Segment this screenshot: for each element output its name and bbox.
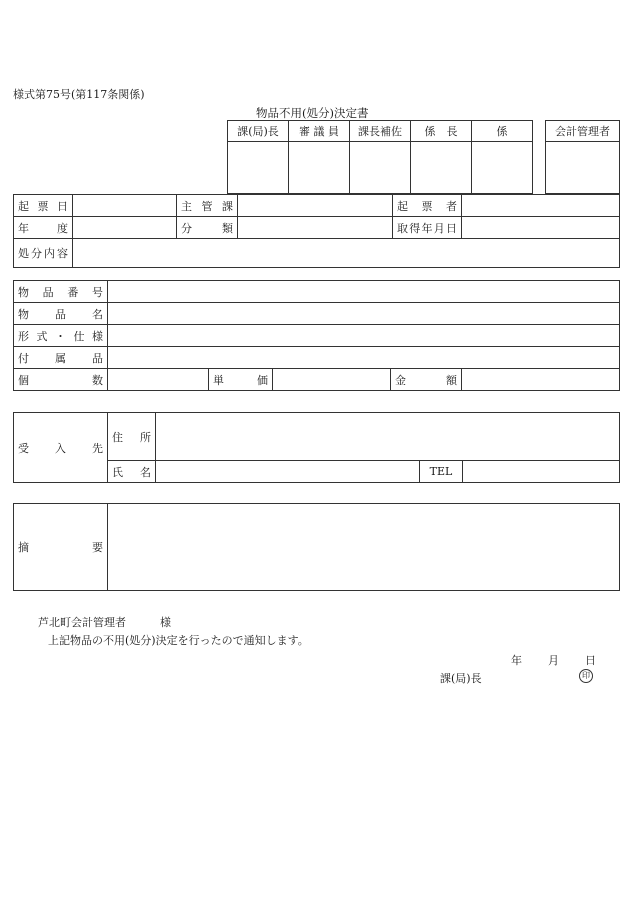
summary-label: 摘 要 (14, 504, 108, 591)
acquired-date-label: 取得年月日 (393, 217, 462, 239)
recipient-table (13, 412, 620, 483)
addressee-line (38, 614, 171, 630)
accountant-stamp[interactable] (546, 142, 620, 194)
item-spec-label: 形 式 ・ 仕 様 (14, 325, 108, 347)
approval-header-staff: 係 (472, 121, 533, 142)
disposal-label: 処分内容 (14, 239, 73, 268)
name-field[interactable] (156, 461, 420, 483)
approval-stamp-councilor[interactable] (289, 142, 350, 194)
unit-price-field[interactable] (273, 369, 391, 391)
date-line (511, 652, 596, 668)
date-year: 年 (511, 654, 522, 667)
address-label: 住 所 (108, 413, 156, 461)
approval-header-assistant: 課長補佐 (350, 121, 411, 142)
amount-label: 金 額 (391, 369, 462, 391)
accessories-label: 付 属 品 (14, 347, 108, 369)
recipient-label: 受 入 先 (14, 413, 108, 483)
item-name-label: 物 品 名 (14, 303, 108, 325)
disposal-field[interactable] (73, 239, 620, 268)
amount-field[interactable] (462, 369, 620, 391)
form-number: 様式第75号(第117条関係) (13, 88, 145, 101)
approval-stamp-staff[interactable] (472, 142, 533, 194)
accountant-header: 会計管理者 (546, 121, 620, 142)
address-field[interactable] (156, 413, 620, 461)
approval-stamp-assistant[interactable] (350, 142, 411, 194)
tel-label: TEL (420, 461, 463, 483)
item-number-field[interactable] (108, 281, 620, 303)
approval-stamp-table (227, 120, 533, 194)
summary-table (13, 503, 620, 591)
acquired-date-field[interactable] (462, 217, 620, 239)
chief-signature-label: 課(局)長 (440, 672, 482, 685)
category-field[interactable] (238, 217, 393, 239)
drafter-label: 起 票 者 (393, 195, 462, 217)
date-month: 月 (548, 654, 559, 667)
seal-mark: 印 (579, 669, 593, 683)
accountant-stamp-table (545, 120, 620, 194)
section-field[interactable] (238, 195, 393, 217)
quantity-field[interactable] (108, 369, 209, 391)
approval-header-subsection-chief: 係 長 (411, 121, 472, 142)
approval-stamp-chief[interactable] (228, 142, 289, 194)
item-spec-field[interactable] (108, 325, 620, 347)
document-title: 物品不用(処分)決定書 (256, 106, 369, 120)
category-label: 分 類 (177, 217, 238, 239)
approval-header-councilor: 審 議 員 (289, 121, 350, 142)
item-name-field[interactable] (108, 303, 620, 325)
item-number-label: 物 品 番 号 (14, 281, 108, 303)
draft-info-table (13, 194, 620, 268)
approval-header-chief: 課(局)長 (228, 121, 289, 142)
addressee-honorific: 様 (160, 616, 171, 629)
accessories-field[interactable] (108, 347, 620, 369)
section-label: 主 管 課 (177, 195, 238, 217)
draft-date-label: 起 票 日 (14, 195, 73, 217)
approval-stamp-subsection-chief[interactable] (411, 142, 472, 194)
fiscal-year-field[interactable] (73, 217, 177, 239)
tel-field[interactable] (463, 461, 620, 483)
notice-text: 上記物品の不用(処分)決定を行ったので通知します。 (48, 634, 309, 647)
draft-date-field[interactable] (73, 195, 177, 217)
addressee-name: 芦北町会計管理者 (38, 616, 126, 629)
name-label: 氏 名 (108, 461, 156, 483)
summary-field[interactable] (108, 504, 620, 591)
date-day: 日 (585, 654, 596, 667)
unit-price-label: 単 価 (209, 369, 273, 391)
fiscal-year-label: 年 度 (14, 217, 73, 239)
quantity-label: 個 数 (14, 369, 108, 391)
drafter-field[interactable] (462, 195, 620, 217)
item-info-table (13, 280, 620, 391)
